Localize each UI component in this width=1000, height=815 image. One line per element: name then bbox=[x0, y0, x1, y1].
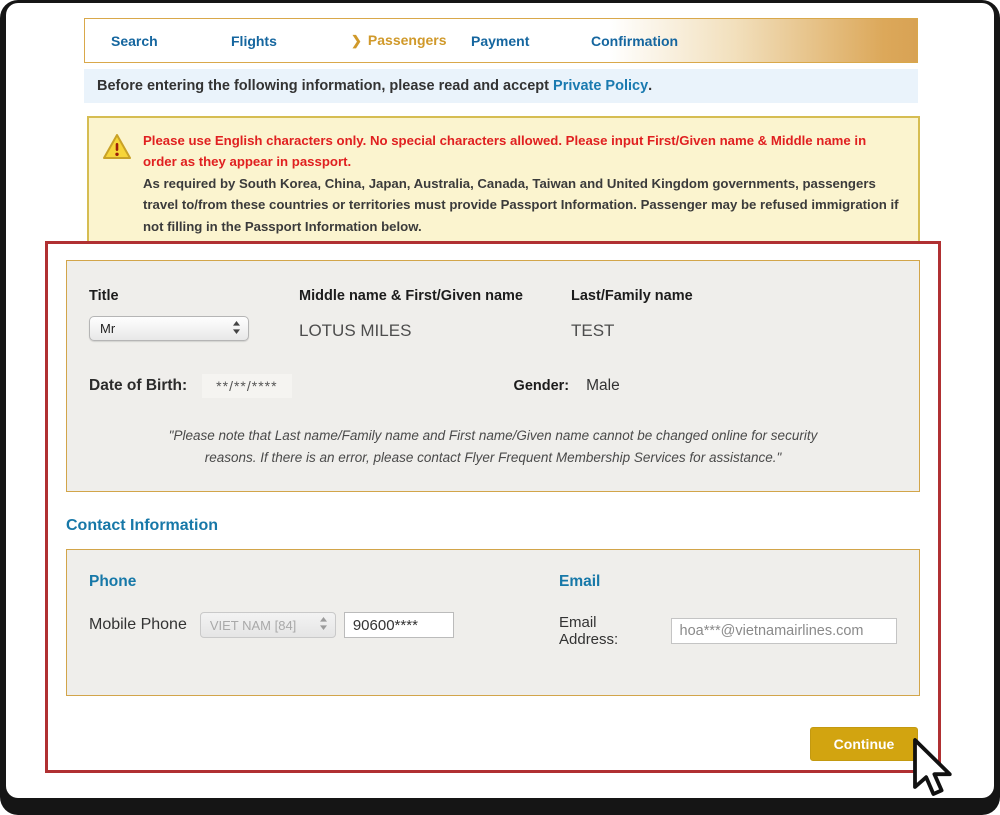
passport-warning-box bbox=[87, 116, 920, 251]
phone-country-value: VIET NAM [84] bbox=[209, 617, 297, 633]
contact-information-box bbox=[66, 549, 920, 696]
page-background bbox=[6, 3, 994, 798]
gender-label: Gender: bbox=[513, 378, 570, 394]
privacy-notice-text: Before entering the following information, please read and accept bbox=[97, 78, 554, 94]
privacy-notice-period: . bbox=[648, 78, 653, 94]
step-passengers[interactable] bbox=[351, 32, 471, 49]
name-change-note: "Please note that Last name/Family name and First name/Given name cannot be changed online for security reasons. If there is an error, please contact Flyer Frequent Membership Services for assistance." bbox=[168, 428, 818, 465]
warning-line-passport-required: As required by South Korea, China, Japan, Australia, Canada, Taiwan and United Kingdom governments, passengers travel to/from these countries or territories must provide Passport Information. Passenger may be refused immigration if not filling in the Passport Information below. bbox=[143, 175, 899, 234]
step-search[interactable]: Search bbox=[111, 32, 158, 49]
mobile-phone-input[interactable] bbox=[344, 612, 454, 638]
gender-value: Male bbox=[586, 377, 620, 394]
last-name-label: Last/Family name bbox=[571, 288, 693, 304]
passenger-form-panel bbox=[45, 241, 941, 773]
select-arrows-icon bbox=[319, 616, 328, 634]
contact-information-heading: Contact Information bbox=[66, 517, 218, 534]
chevron-right-icon: ❯ bbox=[351, 33, 362, 48]
email-address-input[interactable] bbox=[671, 618, 897, 644]
warning-triangle-icon bbox=[102, 130, 132, 237]
last-name-value: TEST bbox=[571, 321, 615, 340]
phone-section-heading: Phone bbox=[89, 573, 137, 590]
title-select[interactable] bbox=[89, 316, 249, 341]
warning-line-english-only: Please use English characters only. No special characters allowed. Please input First/Given name & Middle name in order as they appear in passport. bbox=[143, 133, 867, 170]
step-payment[interactable]: Payment bbox=[471, 32, 530, 49]
title-select-value: Mr bbox=[100, 321, 116, 336]
phone-country-select[interactable] bbox=[200, 612, 336, 638]
step-confirmation[interactable]: Confirmation bbox=[591, 32, 679, 49]
middle-first-name-value: LOTUS MILES bbox=[299, 321, 412, 340]
private-policy-link[interactable]: Private Policy bbox=[553, 78, 649, 94]
continue-button[interactable]: Continue bbox=[810, 727, 918, 761]
middle-first-name-label: Middle name & First/Given name bbox=[299, 288, 523, 304]
dob-label: Date of Birth: bbox=[89, 377, 188, 394]
select-arrows-icon bbox=[232, 320, 241, 338]
privacy-notice-bar bbox=[84, 69, 918, 103]
email-address-label: Email Address: bbox=[559, 614, 619, 648]
step-passengers-label: Passengers bbox=[367, 32, 447, 48]
dob-masked-value: **/**/**** bbox=[202, 374, 291, 398]
step-flights[interactable]: Flights bbox=[231, 32, 277, 49]
gender-group bbox=[514, 377, 620, 395]
title-label: Title bbox=[89, 288, 119, 304]
email-section-heading: Email bbox=[559, 573, 601, 590]
booking-steps-bar bbox=[84, 18, 918, 63]
mobile-phone-label: Mobile Phone bbox=[89, 616, 187, 633]
passenger-identity-box bbox=[66, 260, 920, 492]
warning-text-block bbox=[143, 130, 900, 237]
